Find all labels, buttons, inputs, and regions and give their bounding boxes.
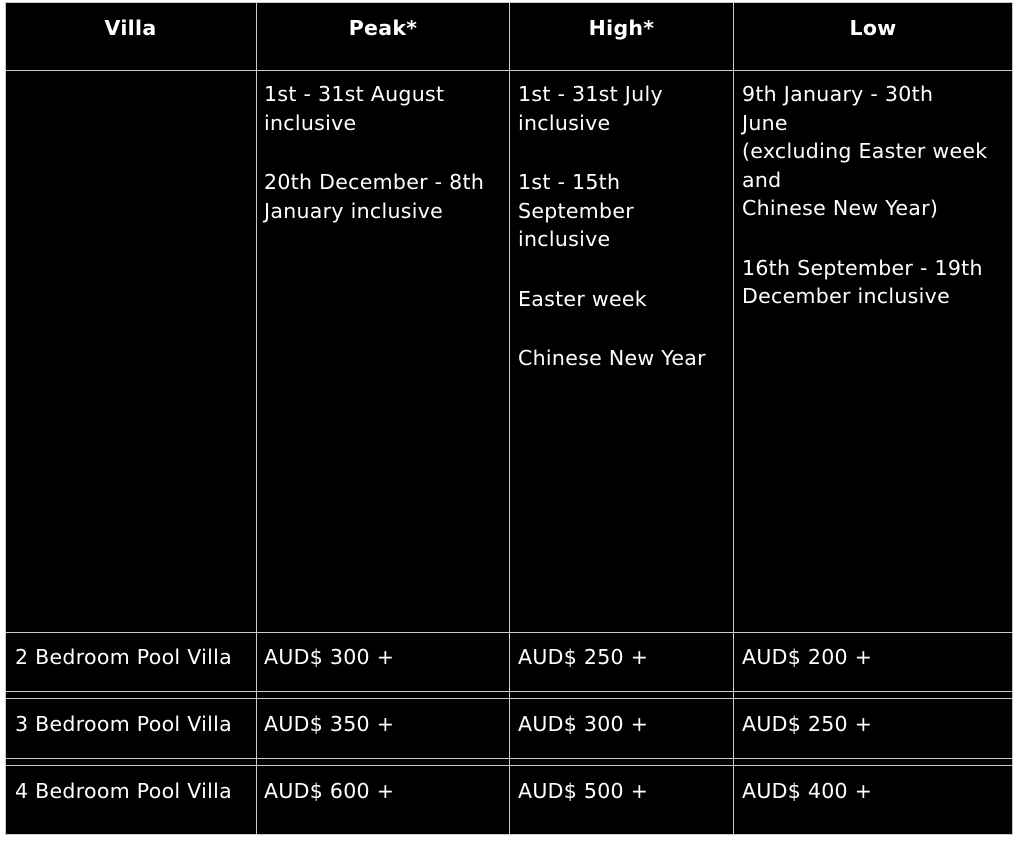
row-high-rate: AUD$ 500 + [518,779,649,803]
row-peak-rate: AUD$ 350 + [264,712,395,736]
column-divider [733,2,734,835]
row-divider [5,698,1013,699]
row-villa-name: 3 Bedroom Pool Villa [15,712,232,736]
season-date-paragraph: 20th December - 8th January inclusive [264,170,485,223]
header-low: Low [849,16,897,40]
season-date-paragraph: 1st - 15th September inclusive [518,170,635,251]
row-peak-rate: AUD$ 600 + [264,779,395,803]
high-season-dates [518,80,732,373]
row-villa-name: 2 Bedroom Pool Villa [15,645,232,669]
row-low-rate: AUD$ 250 + [742,712,873,736]
header-high: High* [588,16,655,40]
row-low-rate: AUD$ 400 + [742,779,873,803]
row-peak-rate: AUD$ 300 + [264,645,395,669]
table-border-right [1012,2,1013,835]
row-high-rate: AUD$ 250 + [518,645,649,669]
peak-season-dates [264,80,508,225]
row-divider [5,632,1013,633]
row-divider [5,70,1013,71]
row-divider [5,758,1013,759]
season-date-paragraph: 1st - 31st August inclusive [264,82,445,135]
row-high-rate: AUD$ 300 + [518,712,649,736]
season-date-paragraph: 16th September - 19th December inclusive [742,255,983,308]
row-low-rate: AUD$ 200 + [742,645,873,669]
season-date-paragraph: Chinese New Year [518,346,706,370]
villa-rates-table [5,2,1013,835]
season-date-paragraph: 1st - 31st July inclusive [518,82,663,135]
row-villa-name: 4 Bedroom Pool Villa [15,779,232,803]
row-divider [5,765,1013,766]
header-peak: Peak* [348,16,418,40]
column-divider [256,2,257,835]
season-date-paragraph: 9th January - 30th June (excluding Easter week and Chinese New Year) [742,82,988,220]
column-divider [509,2,510,835]
row-divider [5,691,1013,692]
low-season-dates [742,80,1012,311]
header-villa: Villa [104,16,157,40]
table-border-left [5,2,6,835]
season-date-paragraph: Easter week [518,286,647,311]
